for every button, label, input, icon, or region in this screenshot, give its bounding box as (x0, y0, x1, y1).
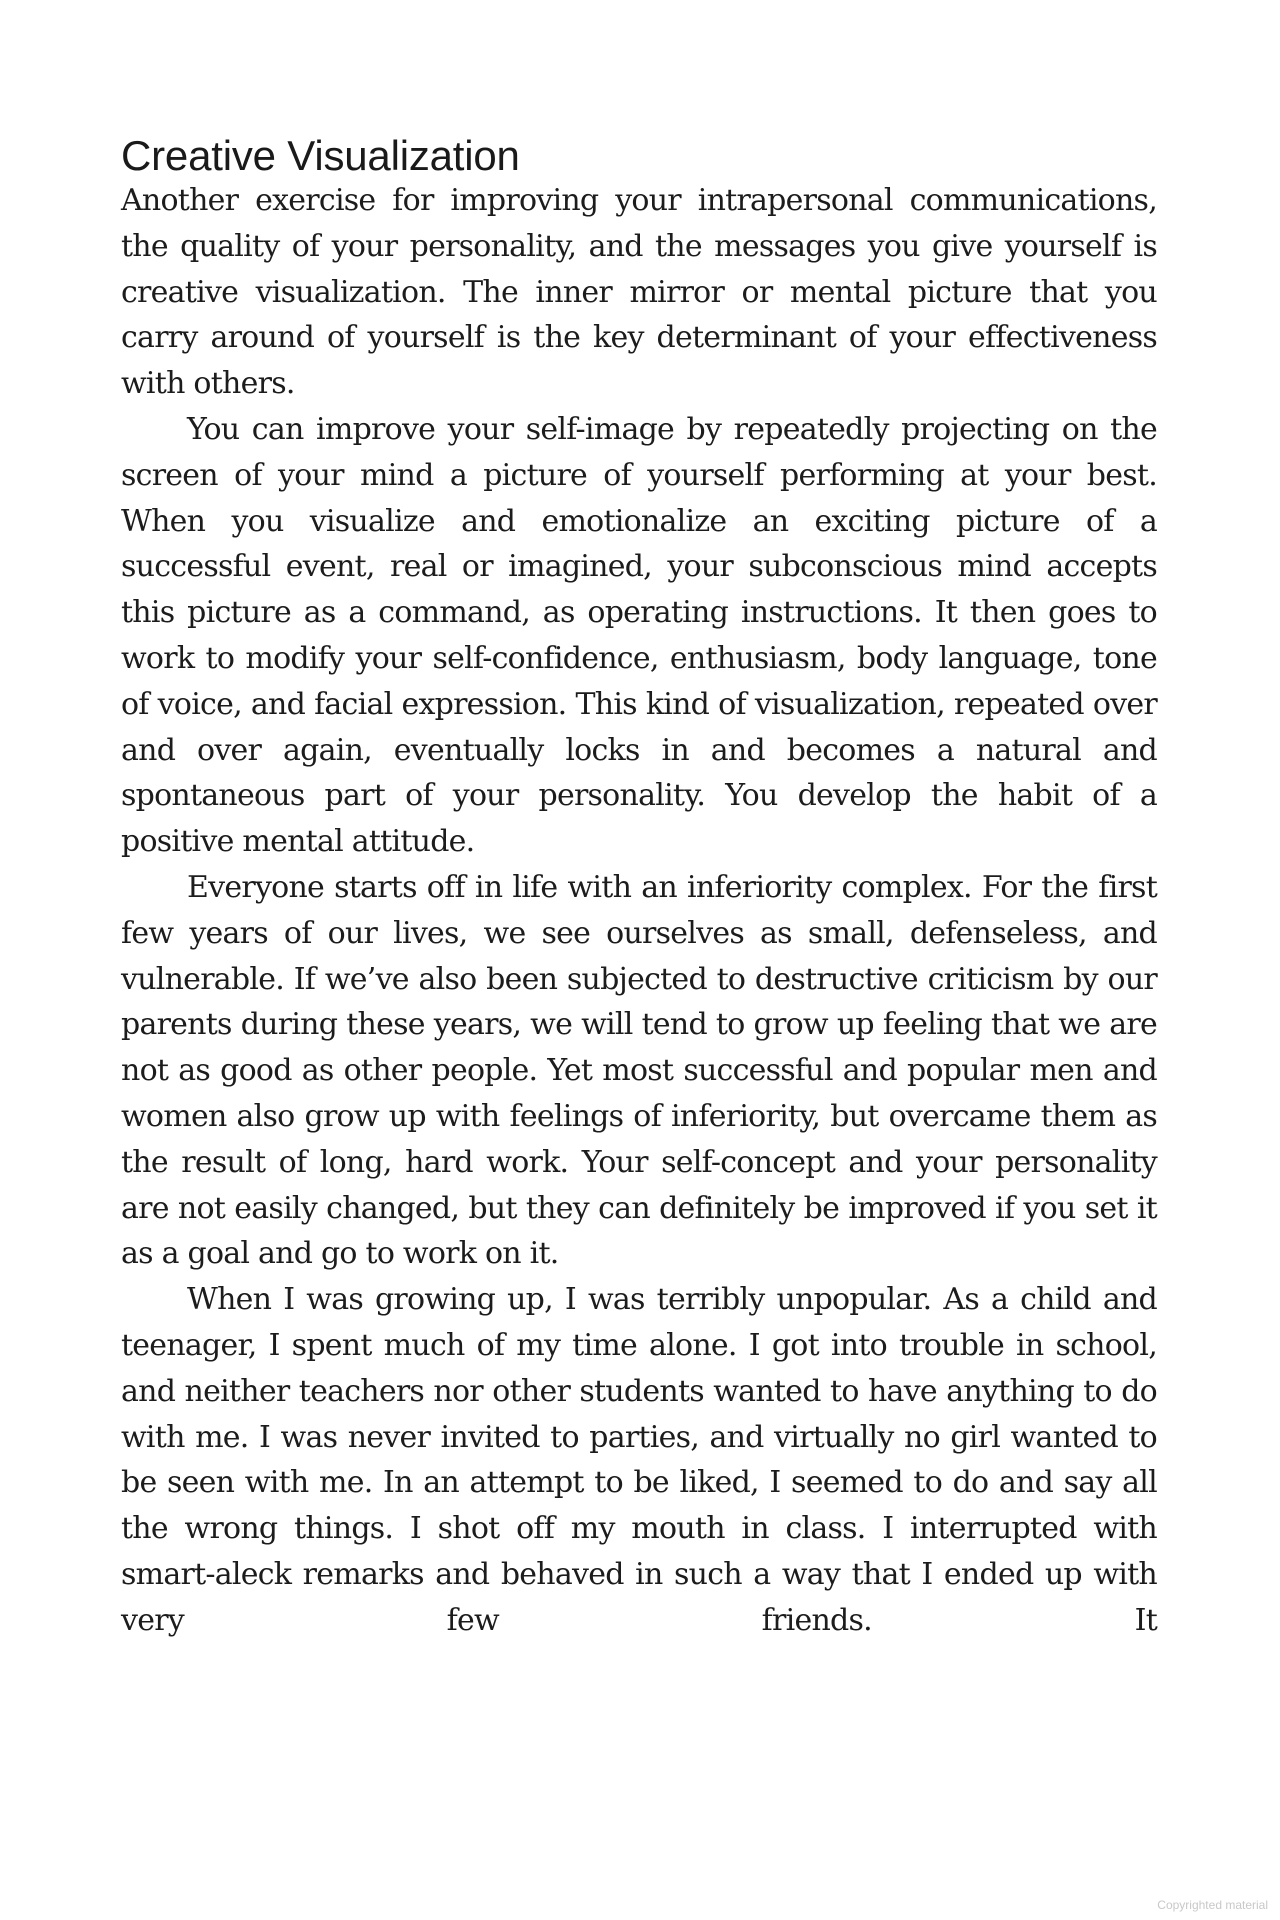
section-heading: Creative Visualization (121, 132, 520, 179)
copyright-notice: Copyrighted material (1157, 1898, 1268, 1912)
paragraph-1: Another exercise for improving your intrapersonal communications, the quality of your personality, and the messages you give yourself is creative visualization. The inner mirror or mental picture that you carry around of yourself is the key determinant of your effectiveness with others. (121, 183, 1157, 402)
paragraph-3: Everyone starts off in life with an inferiority complex. For the first few years of our lives, we see ourselves as small, defenseless, and vulnerable. If we’ve also been subjected to destructive criticism by our parents during these years, we will tend to grow up feeling that we are not as good as other people. Yet most successful and popular men and women also grow up with feelings of inferiority, but overcame them as the result of long, hard work. Your self-concept and your personality are not easily changed, but they can definitely be improved if you set it as a goal and go to work on it. (121, 869, 1157, 1272)
page-content (121, 130, 1157, 1644)
paragraph-2: You can improve your self-image by repeatedly projecting on the screen of your mind a picture of yourself performing at your best. When you visualize and emotionalize an exciting picture of a successful event, real or imagined, your subconscious mind accepts this picture as a command, as operating instructions. It then goes to work to modify your self-confidence, enthusiasm, body language, tone of voice, and facial expression. This kind of visualization, repeated over and over again, eventually locks in and becomes a natural and spontaneous part of your personality. You develop the habit of a positive mental attitude. (121, 411, 1157, 860)
paragraph-4: When I was growing up, I was terribly unpopular. As a child and teenager, I spent much of my time alone. I got into trouble in school, and neither teachers nor other students wanted to have anything to do with me. I was never invited to parties, and virtually no girl wanted to be seen with me. In an attempt to be liked, I seemed to do and say all the wrong things. I shot off my mouth in class. I interrupted with smart-aleck remarks and behaved in such a way that I ended up with very few friends. It (121, 1282, 1157, 1638)
